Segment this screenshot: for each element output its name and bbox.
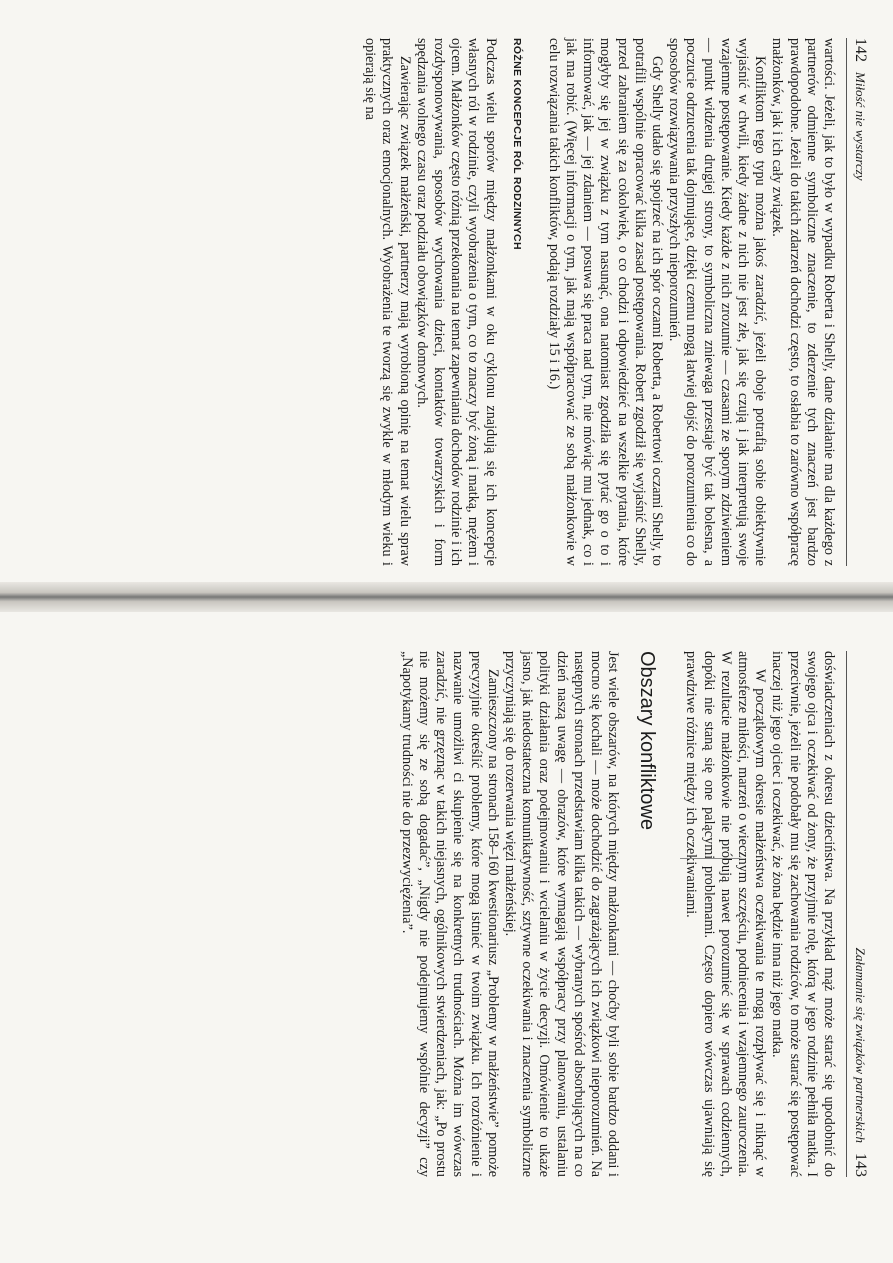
page-number-right: 143 bbox=[852, 1153, 869, 1177]
section-heading: RÓŻNE KONCEPCJE RÓL RODZINNYCH bbox=[510, 38, 523, 250]
paragraph: Podczas wielu sporów między małżonkami w oku cyklonu znajdują się ich koncepcje własnych ról w rodzinie, czyli wyobrażenia o tym, co to znaczy być żoną i matką, mężem i ojcem. Małżonków często różnią przekonania na temat zapewniania dochodów rodzinie i ich rozdysponowywania, sposobów wychowania dzieci, kontaktów towarzyskich i form spędzania wolnego czasu oraz podziału obowiązków domowych. bbox=[413, 38, 499, 566]
running-title-right: Załamanie się związków partnerskich bbox=[853, 947, 868, 1143]
right-page bbox=[0, 615, 893, 1263]
running-head-left bbox=[846, 38, 869, 566]
book-gutter bbox=[0, 582, 893, 612]
running-head-right bbox=[846, 651, 869, 1177]
paragraph: Gdy Shelly udało się spojrzeć na ich spór oczami Roberta, a Robertowi oczami Shelly, to potrafili wspólnie opracować kilka zasad postępowania. Robert zgodził się wyjaśnić Shelly, przed zabraniem się za cokolwiek, o co chodzi i odpowiedzieć na wszelkie pytania, które mogłyby się jej w związku z tym nasunąć, ona natomiast zgodziła się pytać go o to i informować, jak — jej zdaniem — posuwa się praca nad tym, nie mówiąc mu jednak, co i jak ma robić. (Więcej informacji o tym, jak mają współpracować ze sobą małżonkowie w celu rozwiązania takich konfliktów, podają rozdziały 15 i 16.) bbox=[545, 38, 665, 566]
left-page bbox=[0, 0, 893, 600]
paragraph: Konfliktom tego typu można jakoś zaradzić, jeżeli oboje potrafią sobie obiektywnie wyjaśnić w chwili, kiedy żadne z nich nie jest złe, jak się czują i jak interpretują swoje wzajemne postępowanie. Kiedy każde z nich zrozumie — czasami ze sporym zdziwieniem — punkt widzenia drugiej strony, to symboliczna zniewaga przestaje być tak bolesna, a poczucie odrzucenia tak dojmujące, dzięki czemu mogą łatwiej dojść do porozumienia co do sposobów rozwiązywania przyszłych nieporozumień. bbox=[666, 38, 769, 566]
paragraph: Zawierając związek małżeński, partnerzy mają wyrobioną opinię na temat wielu spraw praktycznych oraz emocjonalnych. Wyobrażenia te tworzą się zwykle w młodym wieku i opierają się na bbox=[362, 38, 413, 566]
margin-line bbox=[680, 858, 740, 859]
paragraph: Zamieszczony na stronach 158–160 kwestionariusz „Problemy w małżeństwie” pomoże precyzyjnie określić problemy, które mogą istnieć w twoim związku. Ich rozróżnienie i nazwanie umożliwi ci skupienie się na konkretnych trudnościach. Można im wówczas zaradzić, nie grzęznąc w takich niejasnych, ogólnikowych stwierdzeniach, jak: „Po prostu nie możemy się ze sobą dogadać”, „Nigdy nie podejmujemy wspólnie decyzji” czy „Napotykamy trudności nie do przezwyciężenia”. bbox=[398, 651, 501, 1177]
paragraph: wartości. Jeżeli, jak to było w wypadku Roberta i Shelly, dane działanie ma dla każdego z partnerów odmienne symboliczne znaczenie, to zderzenie tych znaczeń jest bardzo prawdopodobne. Jeżeli do takich zdarzeń dochodzi często, to osłabia to zarówno współpracę małżonków, jak i ich cały związek. bbox=[769, 38, 837, 566]
running-title-left: Miłość nie wystarczy bbox=[853, 72, 868, 181]
paragraph: Jest wiele obszarów, na których między małżonkami — choćby byli sobie bardzo oddani i mocno się kochali — może dochodzić do zagrażających ich związkowi nieporozumień. Na następnych stronach przedstawiam kilka takich — wybranych spośród absorbujących na co dzień naszą uwagę — obrazów, które wymagają współpracy przy planowaniu, ustalaniu polityki działania oraz podejmowaniu i wcielaniu w życie decyzji. Omówienie to ukaże jasno, jak niedostateczna komunikatywność, sztywne oczekiwania i znaczenia symboliczne przyczyniają się do rozerwania więzi małżeńskiej. bbox=[501, 651, 622, 1177]
page-number-left: 142 bbox=[852, 38, 869, 62]
paragraph: W początkowym okresie małżeństwa oczekiwania te mogą rozpływać się i niknąć w atmosferze miłości, marzeń o wiecznym szczęściu, podniecenia i wzajemnego zauroczenia. W rezultacie małżonkowie nie próbują nawet porozumieć się w sprawach codziennych, dopóki nie staną się one palącymi problemami. Często dopiero wówczas ujawniają się prawdziwe różnice między ich oczekiwaniami. bbox=[683, 651, 769, 1177]
paragraph: doświadczeniach z okresu dzieciństwa. Na przykład mąż może starać się upodobnić do swojego ojca i oczekiwać od żony, że przyjmie rolę, którą w jego rodzinie pełniła matka. I przeciwnie, jeżeli nie podobały mu się zachowania rodziców, to może starać się postępować inaczej niż jego ojciec i oczekiwać, że żona będzie inna niż jego matka. bbox=[769, 651, 837, 1177]
chapter-heading: Obszary konfliktowe bbox=[636, 651, 659, 830]
